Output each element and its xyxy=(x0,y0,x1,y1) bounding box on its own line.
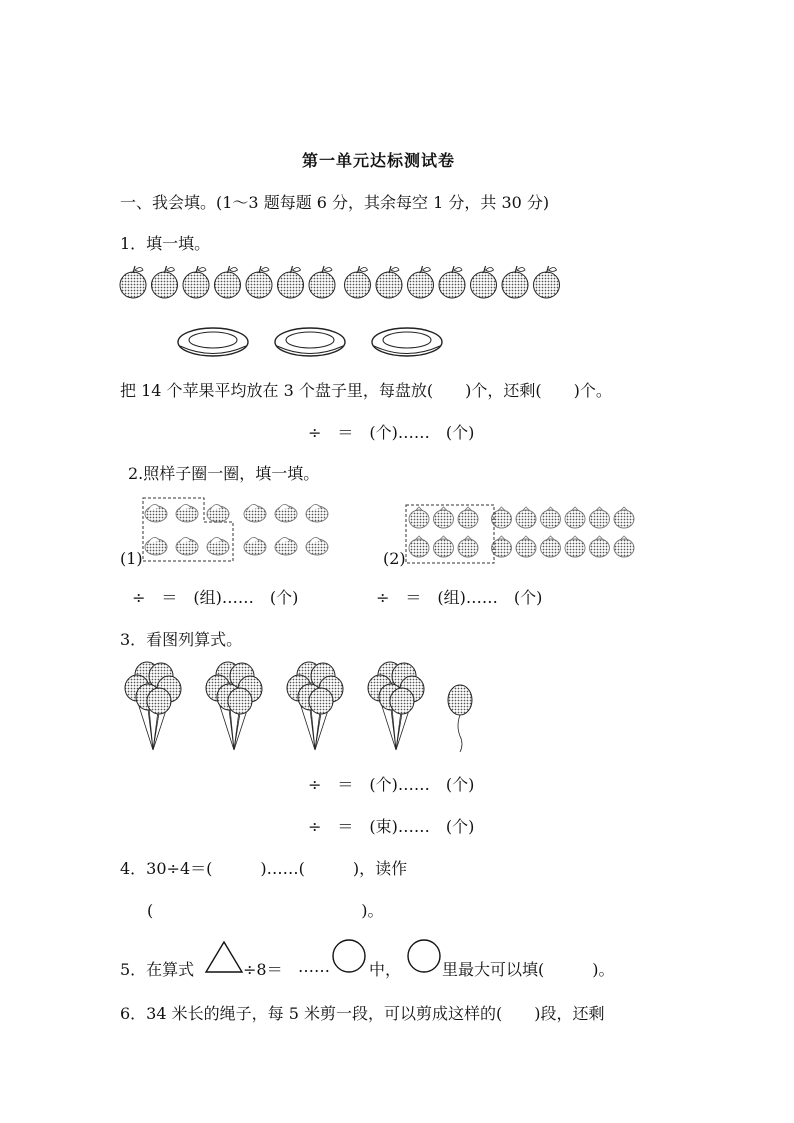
apple-icon xyxy=(215,266,241,298)
fruit-icon xyxy=(306,504,328,522)
question-4-line-2: ( )。 xyxy=(147,901,384,920)
balloon-icon xyxy=(390,688,414,714)
balloon-bunch xyxy=(206,662,262,750)
tomato-icon xyxy=(458,536,478,557)
balloon-bunch xyxy=(287,662,343,750)
tomato-icon xyxy=(614,536,634,557)
apple-icon xyxy=(345,266,371,298)
question-4-line-1: 4．30÷4＝( )……( )，读作 xyxy=(120,859,408,878)
part-1-formula: ÷ ＝ (组)…… (个) xyxy=(132,588,299,607)
fruit-icon xyxy=(207,537,229,555)
circle-icon xyxy=(406,938,442,974)
apple-icon xyxy=(183,266,209,298)
apple-icon xyxy=(408,266,434,298)
part-2-formula: ÷ ＝ (组)…… (个) xyxy=(376,588,543,607)
apple-icon xyxy=(534,266,560,298)
question-5-dots: …… xyxy=(298,957,330,976)
question-5-suffix: 里最大可以填( )。 xyxy=(442,960,615,979)
balloon-icon xyxy=(147,688,171,714)
tomato-icon xyxy=(614,507,634,528)
tomato-icon xyxy=(409,507,429,528)
tomato-icon xyxy=(590,507,610,528)
balloon-icon xyxy=(309,688,333,714)
apples-illustration xyxy=(118,265,578,301)
fruit-icon xyxy=(306,537,328,555)
fruit-icon xyxy=(244,537,266,555)
tomato-icon xyxy=(565,507,585,528)
apple-icon xyxy=(246,266,272,298)
tomato-icon xyxy=(516,507,536,528)
plate-icon xyxy=(372,328,442,356)
apple-icon xyxy=(120,266,146,298)
question-3-formula-1: ÷ ＝ (个)…… (个) xyxy=(308,775,475,794)
single-balloon xyxy=(448,685,472,752)
tomato-icon xyxy=(565,536,585,557)
circle-icon xyxy=(331,938,367,974)
part-2-tag: (2) xyxy=(383,549,406,568)
apple-icon xyxy=(502,266,528,298)
balloons-illustration xyxy=(115,660,485,760)
question-3-label: 3．看图列算式。 xyxy=(120,630,243,649)
page-title: 第一单元达标测试卷 xyxy=(302,151,456,170)
balloon-bunch xyxy=(125,662,181,750)
tomato-icon xyxy=(541,507,561,528)
apple-icon xyxy=(278,266,304,298)
tomato-icon xyxy=(458,507,478,528)
question-5-mid: 中， xyxy=(369,960,402,979)
question-1-formula: ÷ ＝ (个)…… (个) xyxy=(308,423,475,442)
question-6-text: 6．34 米长的绳子，每 5 米剪一段，可以剪成这样的( )段，还剩 xyxy=(120,1004,605,1023)
section-heading: 一、我会填。(1～3 题每题 6 分，其余每空 1 分，共 30 分) xyxy=(120,193,550,212)
question-5-divide: ÷8＝ xyxy=(243,960,283,979)
apple-icon xyxy=(376,266,402,298)
fruit-icon xyxy=(244,504,266,522)
tomato-icon xyxy=(590,536,610,557)
tomato-icon xyxy=(434,536,454,557)
plate-icon xyxy=(178,328,248,356)
part-1-tag: (1) xyxy=(120,549,143,568)
balloon-bunch xyxy=(368,662,424,750)
question-1-sentence: 把 14 个苹果平均放在 3 个盘子里，每盘放( )个，还剩( )个。 xyxy=(120,381,612,400)
tomato-icon xyxy=(516,536,536,557)
fruit-icon xyxy=(207,504,229,522)
leafy-fruit-illustration xyxy=(140,495,345,567)
apple-icon xyxy=(309,266,335,298)
balloon-icon xyxy=(448,685,472,715)
apple-icon xyxy=(471,266,497,298)
balloon-icon xyxy=(228,688,252,714)
triangle-icon xyxy=(204,940,244,974)
tomato-icon xyxy=(409,536,429,557)
question-2-label: 2.照样子圈一圈，填一填。 xyxy=(128,464,320,483)
fruit-icon xyxy=(275,504,297,522)
tomatoes-illustration xyxy=(404,503,639,565)
plate-icon xyxy=(275,328,345,356)
apple-icon xyxy=(439,266,465,298)
tomato-icon xyxy=(541,536,561,557)
apple-icon xyxy=(152,266,178,298)
fruit-icon xyxy=(176,504,198,522)
fruit-icon xyxy=(275,537,297,555)
question-3-formula-2: ÷ ＝ (束)…… (个) xyxy=(308,817,475,836)
question-1-label: 1．填一填。 xyxy=(120,234,211,253)
fruit-icon xyxy=(145,537,167,555)
tomato-icon xyxy=(434,507,454,528)
fruit-icon xyxy=(176,537,198,555)
question-5-prefix: 5．在算式 xyxy=(120,960,195,979)
fruit-icon xyxy=(145,504,167,522)
plates-illustration xyxy=(175,325,455,363)
